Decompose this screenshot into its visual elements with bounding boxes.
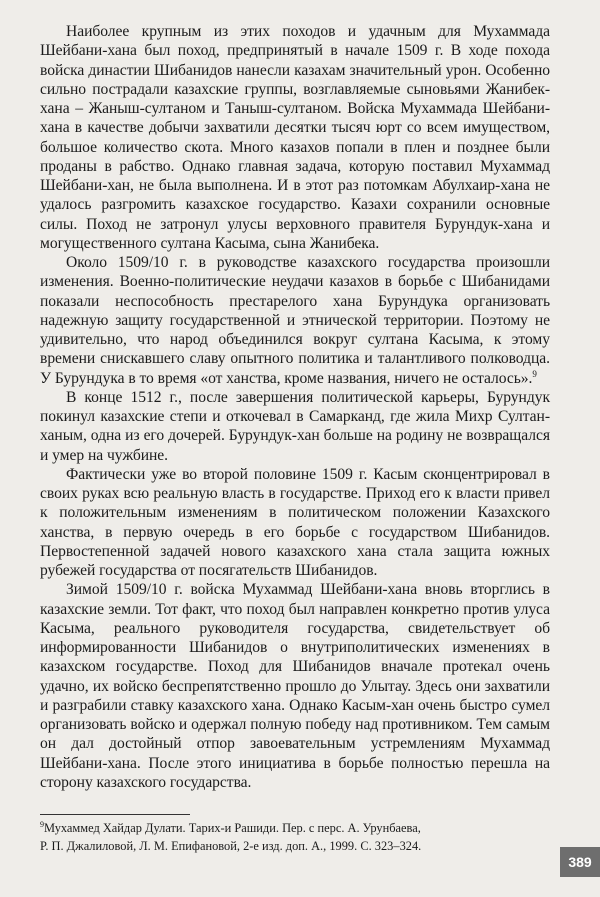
paragraph-5: Зимой 1509/10 г. войска Мухаммад Шейбани-хана вновь вторглись в казахские земли. Тот факт, что поход был направлен конкретно против улуса Касыма, реального руководителя государства, свидетельствует об информированности Шибанидов о внутриполитических изменениях в казахском государстве. Поход для Шибанидов вначале протекал очень удачно, их войско беспрепятственно прошло до Улытау. Здесь они захватили и разграбили ставку казахского хана. Однако Касым-хан очень быстро сумел организовать войско и одержал полную победу над противником. Тем самым он дал достойный отпор завоевательным устремлениям Мухаммад Шейбани-хана. После этого инициатива в борьбе полностью перешла на сторону казахского государства. xyxy=(40,581,550,791)
main-text xyxy=(40,22,550,792)
footnote-reference: 9 xyxy=(532,368,537,379)
footnote-line-1: Мухаммед Хайдар Дулати. Тарих-и Рашиди. Пер. с перс. А. Урунбаева, xyxy=(44,821,421,835)
paragraph-2-text: Около 1509/10 г. в руководстве казахского государства произошли изменения. Военно-политические неудачи казахов в борьбе с Шибанидами показали неспособность престарелого хана Бурундука организовать надежную защиту государственной и этнической территории. Поэтому не удивительно, что народ объединился вокруг султана Касыма, к этому времени снискавшего славу опытного политика и талантливого полководца. У Бурундука в то время «от ханства, кроме названия, ничего не осталось» xyxy=(40,254,550,387)
footnote xyxy=(40,819,550,855)
paragraph-1: Наиболее крупным из этих походов и удачным для Мухаммада Шейбани-хана был поход, предпринятый в начале 1509 г. В ходе похода войска династии Шибанидов нанесли казахам значительный урон. Особенно сильно пострадали казахские группы, возглавляемые сыновьями Жанибек-хана – Жаныш-султаном и Таныш-султаном. Войска Мухаммада Шейбани-хана в качестве добычи захватили десятки тысяч юрт со всем имуществом, большое количество скота. Много казахов попали в плен и позднее были проданы в рабство. Однако главная задача, которую поставил Мухаммад Шейбани-хан, не была выполнена. И в этот раз потомкам Абулхаир-хана не удалось разгромить казахское государство. Казахи сохранили основные силы. Поход не затронул улусы верховного правителя Бурундук-хана и могущественного султана Касыма, сына Жанибека. xyxy=(40,23,550,252)
paragraph-4: Фактически уже во второй половине 1509 г. Касым сконцентрировал в своих руках всю реальную власть в государстве. Приход его к власти привел к положительным изменениям в политическом положении Казахского ханства, в первую очередь в его борьбе с государством Шибанидов. Первостепенной задачей нового казахского хана стала защита южных рубежей государства от посягательств Шибанидов. xyxy=(40,465,550,579)
page-number: 389 xyxy=(560,847,600,877)
paragraph-3: В конце 1512 г., после завершения политической карьеры, Бурундук покинул казахские степи и откочевал в Самарканд, где жила Михр Султан-ханым, одна из его дочерей. Бурундук-хан больше на родину не возвращался и умер на чужбине. xyxy=(40,388,550,464)
footnote-marker: 9 xyxy=(40,819,44,829)
footnote-line-2: Р. П. Джалиловой, Л. М. Епифановой, 2-е изд. доп. А., 1999. С. 323–324. xyxy=(40,839,422,853)
paragraph-2: Около 1509/10 г. в руководстве казахского государства произошли изменения. Военно-политические неудачи казахов в борьбе с Шибанидами показали неспособность престарелого хана Бурундука организовать надежную защиту государственной и этнической территории. Поэтому не удивительно, что народ объединился вокруг султана Касыма, к этому времени снискавшего славу опытного политика и талантливого полководца. У Бурундука в то время «от ханства, кроме названия, ничего не осталось».$^9$ xyxy=(40,254,550,387)
footnote-divider xyxy=(40,814,190,815)
